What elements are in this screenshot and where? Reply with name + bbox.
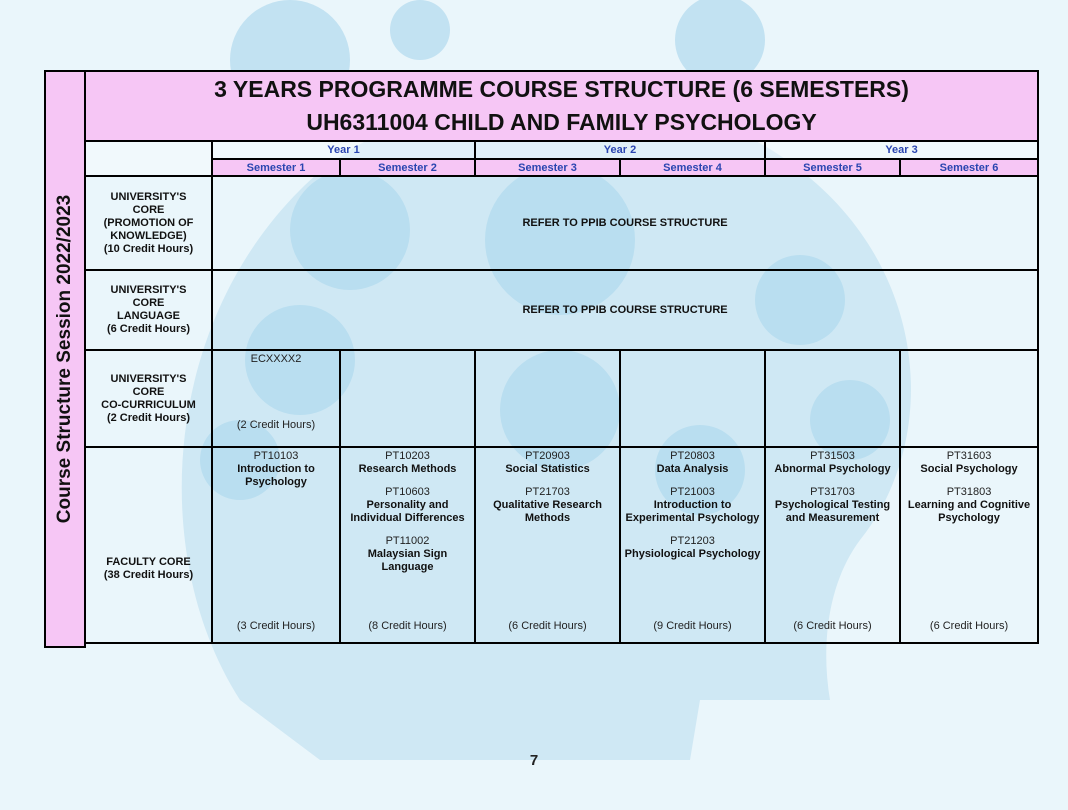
semester-4-header: Semester 4 <box>620 159 765 176</box>
row-label-pok <box>85 176 212 270</box>
university-core-pok-row <box>85 176 1038 270</box>
course-name: Data Analysis <box>656 463 729 475</box>
label-line: (38 Credit Hours) <box>103 569 194 581</box>
course-name: Introduction to Experimental Psychology <box>625 499 760 524</box>
course-code: PT11002 <box>385 535 430 547</box>
cocurriculum-semester-2-cell <box>340 350 475 447</box>
credit-hours: (6 Credit Hours) <box>508 620 587 632</box>
course-code: PT20803 <box>670 450 715 462</box>
title-line-1: 3 YEARS PROGRAMME COURSE STRUCTURE (6 SEMESTERS) <box>214 76 909 102</box>
course-name: Personality and Individual Differences <box>350 499 465 524</box>
table-title <box>85 71 1038 141</box>
faculty-core-row <box>85 447 1038 643</box>
label-line: UNIVERSITY'S <box>110 190 187 203</box>
cocurriculum-semester-3-cell <box>475 350 620 447</box>
label-line: CO-CURRICULUM <box>101 398 196 411</box>
row-label-language <box>85 270 212 350</box>
course-code: PT31603 <box>946 450 992 462</box>
semester-3-header: Semester 3 <box>475 159 620 176</box>
year-1-header: Year 1 <box>212 141 475 159</box>
university-core-cocurriculum-row <box>85 350 1038 447</box>
credit-hours: (8 Credit Hours) <box>368 620 447 632</box>
faculty-semester-5-cell <box>765 447 900 643</box>
title-row <box>85 71 1038 141</box>
cocurriculum-semester-4-cell <box>620 350 765 447</box>
label-line: UNIVERSITY'S <box>110 372 187 385</box>
label-line: CORE <box>132 385 165 398</box>
credit-hours: (3 Credit Hours) <box>236 620 316 632</box>
row-label-cocurriculum <box>85 350 212 447</box>
course-name: Learning and Cognitive Psychology <box>907 499 1031 524</box>
course-code: PT31503 <box>810 450 855 462</box>
faculty-semester-6-cell <box>900 447 1038 643</box>
course-code: PT21203 <box>670 535 715 547</box>
course-name: Malaysian Sign Language <box>367 548 448 573</box>
label-line: (6 Credit Hours) <box>106 323 191 335</box>
course-code: PT31803 <box>946 486 992 498</box>
faculty-semester-2-cell <box>340 447 475 643</box>
label-line: CORE <box>132 203 165 216</box>
year-2-header: Year 2 <box>475 141 765 159</box>
course-name: Social Statistics <box>505 463 590 475</box>
label-line: CORE <box>132 297 165 309</box>
decor-circle <box>390 0 450 60</box>
credit-hours: (9 Credit Hours) <box>653 620 732 632</box>
course-code: ECXXXX2 <box>250 353 302 365</box>
course-code: PT21003 <box>670 486 715 498</box>
label-line: (PROMOTION OF <box>103 216 194 229</box>
course-name: Abnormal Psychology <box>774 463 891 475</box>
course-code: PT31703 <box>810 486 855 498</box>
course-name: Introduction to Psychology <box>237 463 315 488</box>
faculty-semester-3-cell <box>475 447 620 643</box>
course-name: Social Psychology <box>920 463 1018 475</box>
cocurriculum-semester-6-cell <box>900 350 1038 447</box>
year-header-row <box>85 141 1038 159</box>
credit-hours: (6 Credit Hours) <box>793 620 872 632</box>
cocurriculum-semester-1-cell <box>212 350 340 447</box>
faculty-semester-4-cell <box>620 447 765 643</box>
semester-6-header: Semester 6 <box>900 159 1038 176</box>
course-name: Qualitative Research Methods <box>493 499 602 524</box>
course-code: PT21703 <box>525 486 570 498</box>
semester-5-header: Semester 5 <box>765 159 900 176</box>
label-line: (10 Credit Hours) <box>103 242 194 255</box>
year-3-header: Year 3 <box>765 141 1038 159</box>
course-code: PT10603 <box>385 486 430 498</box>
course-code: PT10203 <box>385 450 430 462</box>
university-core-language-row <box>85 270 1038 350</box>
page-number: 7 <box>529 752 539 769</box>
label-line: LANGUAGE <box>117 310 180 322</box>
course-structure-table <box>84 70 1039 644</box>
label-line: KNOWLEDGE) <box>110 229 187 242</box>
side-label <box>44 70 86 648</box>
header-corner-cell <box>85 141 212 176</box>
credit-hours: (6 Credit Hours) <box>929 620 1009 632</box>
semester-1-header: Semester 1 <box>212 159 340 176</box>
course-name: Research Methods <box>358 463 457 475</box>
credit-hours: (2 Credit Hours) <box>236 419 316 431</box>
course-code: PT10103 <box>253 450 299 462</box>
label-line: (2 Credit Hours) <box>106 411 191 424</box>
refer-note-language: REFER TO PPIB COURSE STRUCTURE <box>212 270 1038 350</box>
title-line-2: UH6311004 CHILD AND FAMILY PSYCHOLOGY <box>306 109 817 135</box>
faculty-semester-1-cell <box>212 447 340 643</box>
cocurriculum-semester-5-cell <box>765 350 900 447</box>
row-label-faculty <box>85 447 212 643</box>
label-line: UNIVERSITY'S <box>110 284 187 296</box>
course-name: Physiological Psychology <box>624 548 761 560</box>
course-name: Psychological Testing and Measurement <box>774 499 891 524</box>
label-line: FACULTY CORE <box>106 556 191 568</box>
semester-header-row <box>85 159 1038 176</box>
refer-note-pok: REFER TO PPIB COURSE STRUCTURE <box>212 176 1038 270</box>
side-label-text: Course Structure Session 2022/2023 <box>54 194 75 524</box>
course-code: PT20903 <box>525 450 570 462</box>
semester-2-header: Semester 2 <box>340 159 475 176</box>
